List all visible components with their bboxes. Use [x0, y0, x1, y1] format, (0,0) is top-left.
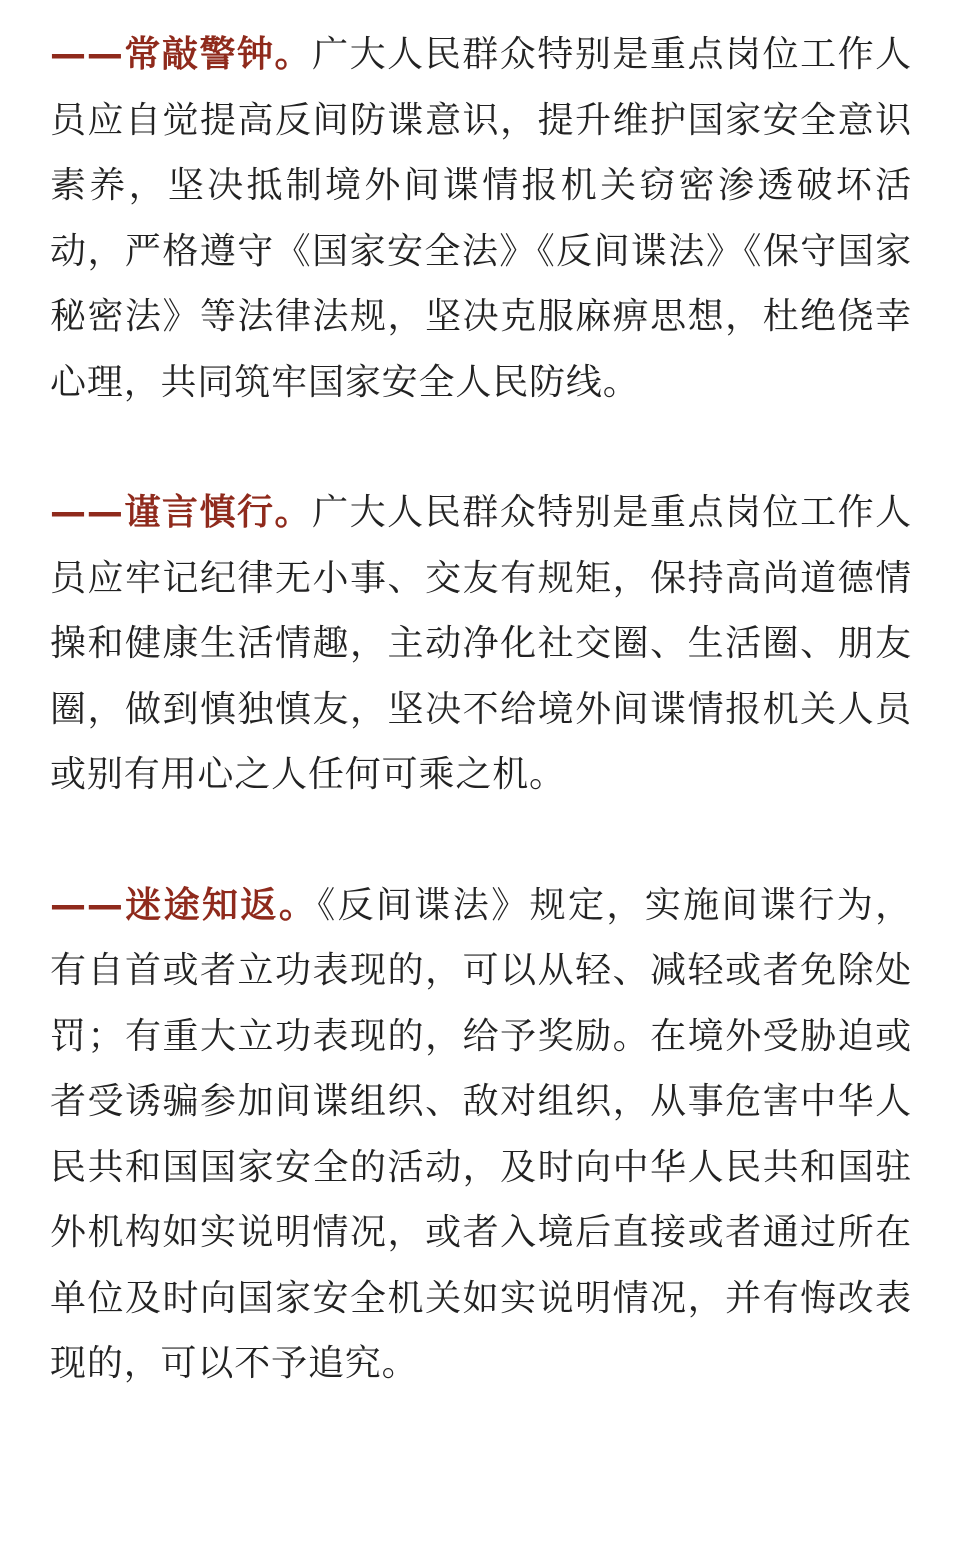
paragraph-text: 《反间谍法》规定，实施间谍行为，有自首或者立功表现的，可以从轻、减轻或者免除处罚；有重大立功表现的，给予奖励。在境外受胁迫或者受诱骗参加间谍组织、敌对组织，从事危害中华人民共和国国家安全的活动，及时向中华人民共和国驻外机构如实说明情况，或者入境后直接或者通过所在单位及时向国家安全机关如实说明情况，并有悔改表现的，可以不予追究。 — [50, 884, 912, 1384]
paragraph-lead: ——常敲警钟。 — [50, 34, 313, 75]
paragraph-text: 广大人民群众特别是重点岗位工作人员应牢记纪律无小事、交友有规矩，保持高尚道德情操和健康生活情趣，主动净化社交圈、生活圈、朋友圈，做到慎独慎友，坚决不给境外间谍情报机关人员或别有用心之人任何可乘之机。 — [50, 492, 912, 795]
paragraph-caution — [50, 480, 912, 808]
article-body — [50, 22, 912, 1397]
paragraph-lead: ——迷途知返。 — [50, 884, 318, 926]
paragraph-return — [50, 873, 912, 1397]
paragraph-text: 广大人民群众特别是重点岗位工作人员应自觉提高反间防谍意识，提升维护国家安全意识素养，坚决抵制境外间谍情报机关窃密渗透破坏活动，严格遵守《国家安全法》《反间谍法》《保守国家秘密法》等法律法规，坚决克服麻痹思想，杜绝侥幸心理，共同筑牢国家安全人民防线。 — [50, 34, 912, 403]
paragraph-alarm — [50, 22, 912, 415]
paragraph-lead: ——谨言慎行。 — [50, 492, 313, 533]
